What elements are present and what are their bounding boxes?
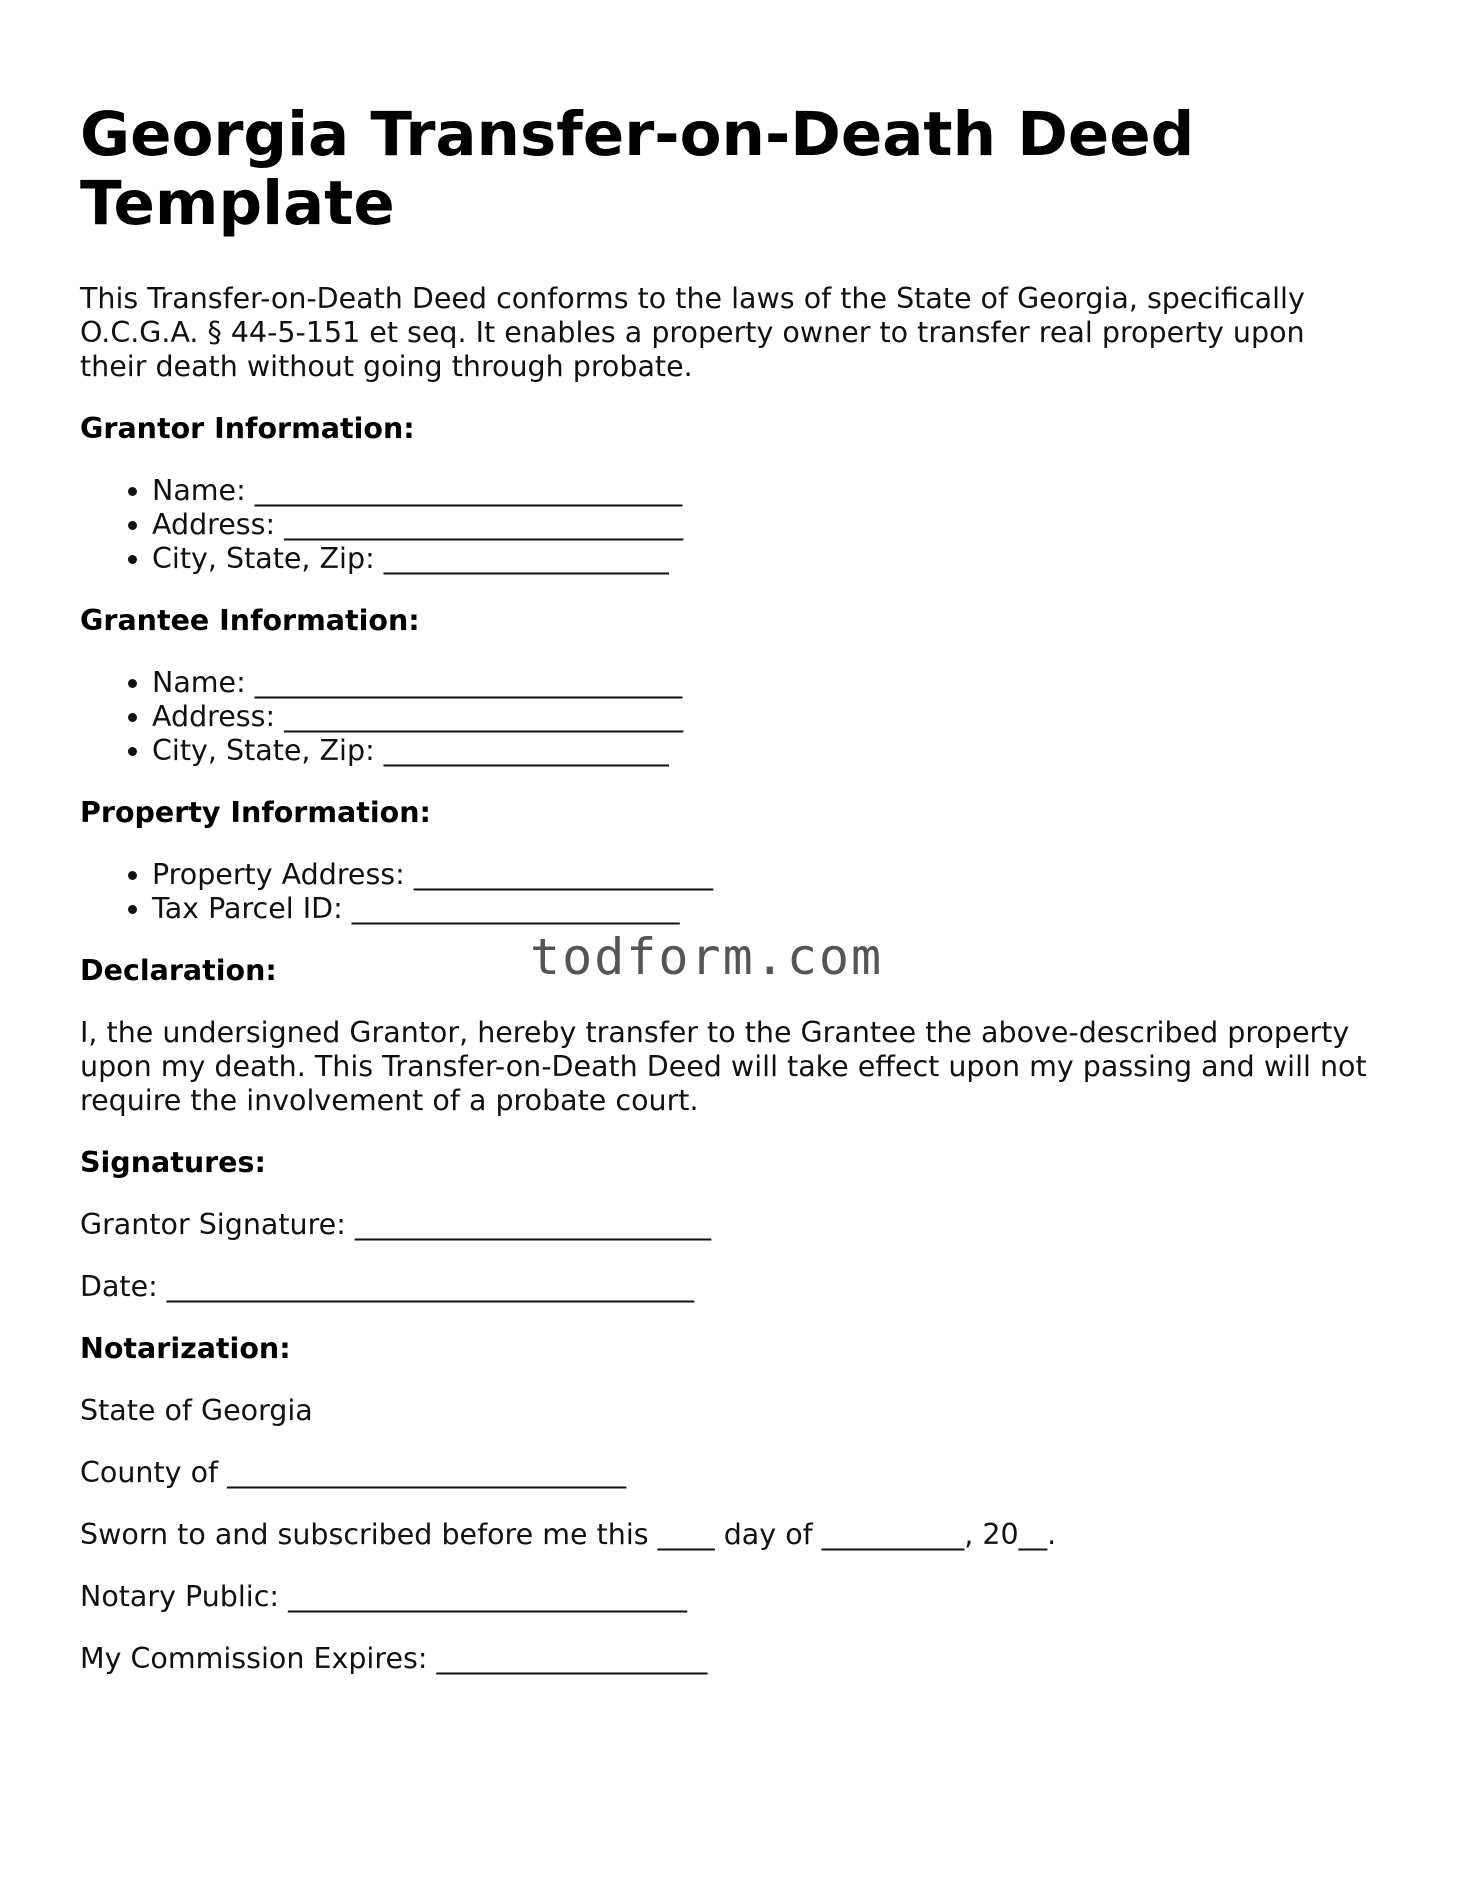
grantor-signature-line: Grantor Signature: _________________________ xyxy=(80,1208,712,1241)
notary-state: State of Georgia xyxy=(80,1394,313,1427)
grantor-heading: Grantor Information: xyxy=(80,412,415,445)
grantor-fields xyxy=(80,474,1380,576)
signatures-heading: Signatures: xyxy=(80,1146,266,1179)
declaration-text: I, the undersigned Grantor, hereby transfer to the Grantee the above-described property upon my death. This Transfer-on-Death Deed will take effect upon my passing and will not require the involvement of a probate court. xyxy=(80,1016,1367,1117)
notary-county-line: County of ____________________________ xyxy=(80,1456,627,1489)
grantor-address-field: • Address: ____________________________ xyxy=(152,508,1380,542)
notary-public-line: Notary Public: ____________________________ xyxy=(80,1580,688,1613)
grantee-city-state-zip-field: • City, State, Zip: ____________________ xyxy=(152,734,1380,768)
property-fields xyxy=(80,858,1380,926)
signature-date-line: Date: _____________________________________ xyxy=(80,1270,695,1303)
property-address-field: • Property Address: _____________________ xyxy=(152,858,1380,892)
grantee-heading: Grantee Information: xyxy=(80,604,420,637)
property-heading: Property Information: xyxy=(80,796,431,829)
intro-paragraph: This Transfer-on-Death Deed conforms to the laws of the State of Georgia, specifically O.C.G.A. § 44-5-151 et seq. It enables a property owner to transfer real property upon their death without going through probate. xyxy=(80,282,1305,383)
grantor-name-field: • Name: ______________________________ xyxy=(152,474,1380,508)
declaration-heading: Declaration: xyxy=(80,954,277,987)
page-title: Georgia Transfer-on-Death Deed Template xyxy=(80,99,1195,239)
grantee-address-field: • Address: ____________________________ xyxy=(152,700,1380,734)
grantee-name-field: • Name: ______________________________ xyxy=(152,666,1380,700)
watermark: todform.com xyxy=(530,928,884,986)
document-page xyxy=(80,100,1380,1704)
sworn-statement: Sworn to and subscribed before me this ____ day of __________, 20__. xyxy=(80,1518,1057,1551)
tax-parcel-id-field: • Tax Parcel ID: _______________________ xyxy=(152,892,1380,926)
commission-expires-line: My Commission Expires: ___________________ xyxy=(80,1642,708,1675)
notarization-heading: Notarization: xyxy=(80,1332,291,1365)
grantee-fields xyxy=(80,666,1380,768)
grantor-city-state-zip-field: • City, State, Zip: ____________________ xyxy=(152,542,1380,576)
